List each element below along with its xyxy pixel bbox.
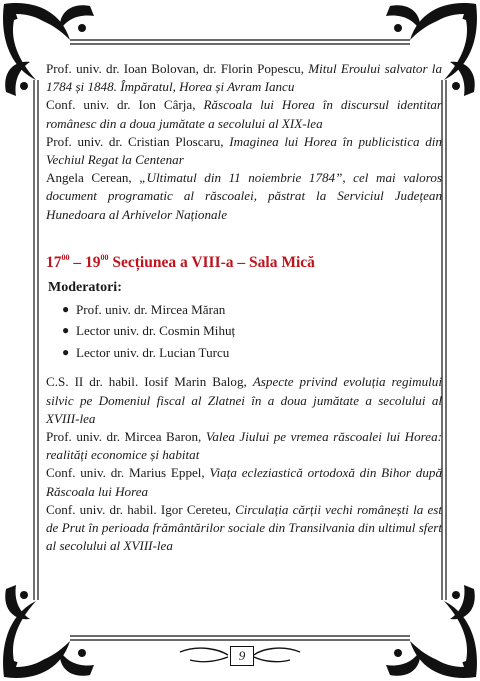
moderators-label: Moderatori:	[48, 279, 122, 295]
start-hour: 17	[46, 253, 62, 271]
moderator-name: Lector univ. dr. Cosmin Mihuț	[76, 323, 236, 339]
entry-author: Prof. univ. dr. Cristian Ploscaru,	[46, 133, 230, 149]
bullet-icon: ●	[62, 301, 70, 316]
moderator-item	[46, 342, 442, 364]
corner-ornament-bottom-left	[3, 585, 94, 678]
end-hour: 19	[85, 253, 101, 271]
time-dash: –	[69, 253, 85, 271]
entry-ploscaru	[46, 133, 442, 169]
start-minutes: 00	[61, 252, 70, 262]
entry-author: Prof. univ. dr. Mircea Baron,	[46, 428, 206, 444]
entry-title: Valea Jiului pe vremea răscoalei lui Horea: realități economice și habitat	[46, 428, 442, 463]
entry-baron	[46, 428, 442, 464]
entry-cereteu	[46, 501, 442, 556]
moderator-name: Prof. univ. dr. Mircea Măran	[76, 301, 226, 317]
entry-title: Viața ecleziastică ortodoxă din Bihor după Răscoala lui Horea	[46, 465, 442, 499]
end-minutes: 00	[100, 252, 109, 262]
entry-title: Răscoala lui Horea în discursul identitar românesc din a doua jumătate a secolului al XIX-lea	[46, 97, 442, 131]
entries-bottom	[46, 373, 442, 555]
section-title: Secțiunea a VIII-a – Sala Mică	[108, 253, 315, 271]
entry-author: Prof. univ. dr. Ioan Bolovan, dr. Florin Popescu,	[46, 61, 309, 76]
entry-eppel	[46, 464, 442, 500]
entry-bolovan	[46, 60, 442, 96]
entry-title: Circulația cărții vechi românești la est de Prut în perioada frământărilor sociale din Transilvania din ultimul sfert al secolului al XVIII-lea	[46, 501, 442, 554]
corner-ornament-bottom-right	[386, 585, 477, 678]
entries-top	[46, 60, 442, 224]
entry-author: Conf. univ. dr. Marius Eppel,	[46, 465, 210, 481]
moderator-name: Lector univ. dr. Lucian Turcu	[76, 344, 230, 360]
entry-cerean	[46, 169, 442, 224]
section-heading	[46, 253, 442, 272]
entry-title: Imaginea lui Horea în publicistica din Vechiul Regat la Centenar	[46, 133, 442, 168]
entry-carja	[46, 96, 442, 132]
bullet-icon: ●	[62, 323, 70, 338]
entry-author: Conf. univ. dr. Ion Cârja,	[46, 97, 204, 113]
moderator-item	[46, 320, 442, 342]
entry-balog	[46, 373, 442, 428]
program-content	[46, 60, 442, 555]
entry-author: Angela Cerean,	[46, 170, 140, 186]
moderator-item	[46, 299, 442, 321]
moderators-list	[46, 299, 442, 364]
entry-title: Aspecte privind evoluția regimului silvic pe Domeniul fiscal al Zlatnei în a doua jumătate a secolului al XVIII-lea	[46, 374, 442, 426]
page-number: 9	[230, 646, 254, 666]
entry-author: C.S. II dr. habil. Iosif Marin Balog,	[46, 374, 253, 390]
entry-title: „Ultimatul din 11 noiembrie 1784”, cel mai valoros document programatic al răscoalei, păstrat la Serviciul Județean Hunedoara al Arhivelor Naționale	[46, 170, 442, 222]
entry-author: Conf. univ. dr. habil. Igor Cereteu,	[46, 501, 236, 517]
bullet-icon: ●	[62, 344, 70, 359]
entry-title: Mitul Eroului salvator la 1784 și 1848. Împăratul, Horea și Avram Iancu	[46, 61, 442, 95]
